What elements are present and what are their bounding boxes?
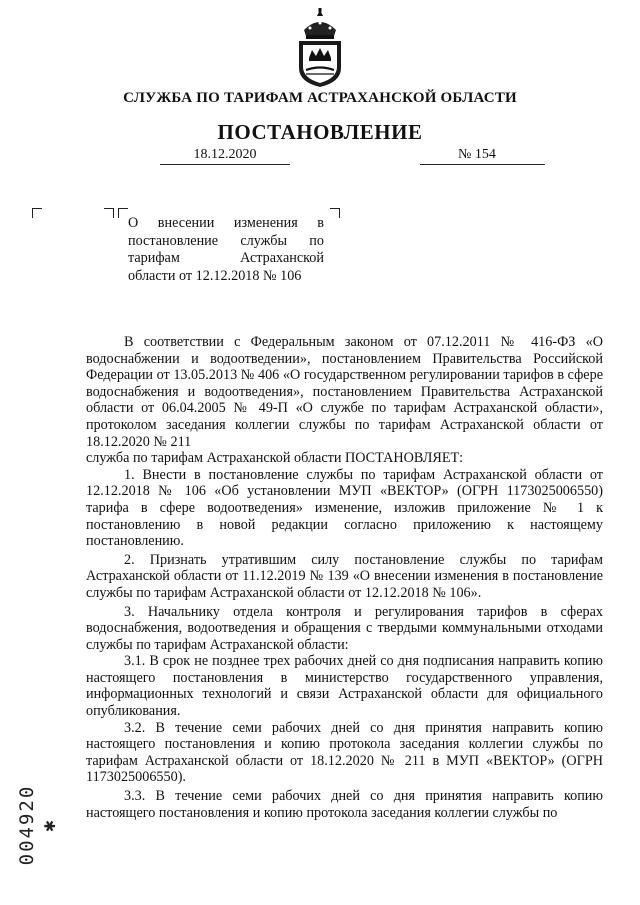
subject-line: области от 12.12.2018 № 106 (128, 267, 302, 284)
document-number-line (420, 147, 545, 165)
registration-number: 004920 ✱ (16, 784, 60, 866)
coat-of-arms-icon (290, 8, 350, 88)
corner-mark-subject-start-right (104, 208, 114, 218)
document-type-title: ПОСТАНОВЛЕНИЕ (217, 120, 423, 144)
item-3-2-paragraph: 3.2. В течение семи рабочих дней со дня принятия направить копию настоящего постановления и копию протокола заседания коллегии службы по тарифам Астраханской области от 18.12.2020 № 211 в МУП «ВЕКТОР» (ОГРН 1173025006550). (86, 719, 603, 786)
subject-line: постановление службы по (128, 232, 324, 249)
number-sign: № (458, 147, 472, 162)
subject-line: О внесении изменения в (128, 215, 324, 231)
corner-mark-subject-start-left (118, 208, 128, 218)
resolution-line: служба по тарифам Астраханской области ПОСТАНОВЛЯЕТ: (86, 450, 464, 467)
item-3-paragraph: 3. Начальнику отдела контроля и регулирования тарифов в сферах водоснабжения, водоотведения и обращения с твердыми коммунальными отходами службы по тарифам Астраханской области: (86, 603, 603, 653)
document-number: 154 (474, 147, 496, 162)
document-body (86, 334, 603, 821)
corner-mark-left (32, 208, 42, 218)
subject-line: тарифам Астраханской (128, 250, 324, 266)
document-date: 18.12.2020 (160, 147, 290, 165)
agency-name: СЛУЖБА ПО ТАРИФАМ АСТРАХАНСКОЙ ОБЛАСТИ (123, 90, 517, 106)
item-2-paragraph: 2. Признать утратившим силу постановление службы по тарифам Астраханской области от 11.12.2019 № 139 «О внесении изменения в постановление службы по тарифам Астраханской области от 12.12.2018 № 106». (86, 551, 603, 601)
corner-mark-subject-end (330, 208, 340, 218)
item-3-3-paragraph: 3.3. В течение семи рабочих дней со дня принятия направить копию настоящего постановления и копию протокола заседания коллегии службы по (86, 788, 603, 821)
item-1-paragraph: 1. Внести в постановление службы по тарифам Астраханской области от 12.12.2018 № 106 «Об установлении МУП «ВЕКТОР» (ОГРН 1173025006550) тарифа в сфере водоотведения» изменение, изложив приложение № 1 к постановлению в новой редакции согласно приложению к настоящему постановлению. (86, 466, 603, 550)
margin-registration-stamp (16, 756, 60, 866)
item-3-1-paragraph: 3.1. В срок не позднее трех рабочих дней со дня подписания направить копию настоящего постановления в министерство государственного управления, информационных технологий и связи Астраханской области для официального опубликования. (86, 653, 603, 720)
preamble-paragraph: В соответствии с Федеральным законом от 07.12.2011 № 416-ФЗ «О водоснабжении и водоотведении», постановлением Правительства Российской Федерации от 13.05.2013 № 406 «О государственном регулировании тарифов в сфере водоснабжения и водоотведения», постановлением Правительства Астраханской области от 06.04.2005 № 49-П «О службе по тарифам Астраханской области», протоколом заседания коллегии службы по тарифам Астраханской области от 18.12.2020 № 211 (86, 334, 603, 450)
coat-of-arms-emblem (290, 8, 350, 88)
document-subject (128, 215, 324, 285)
